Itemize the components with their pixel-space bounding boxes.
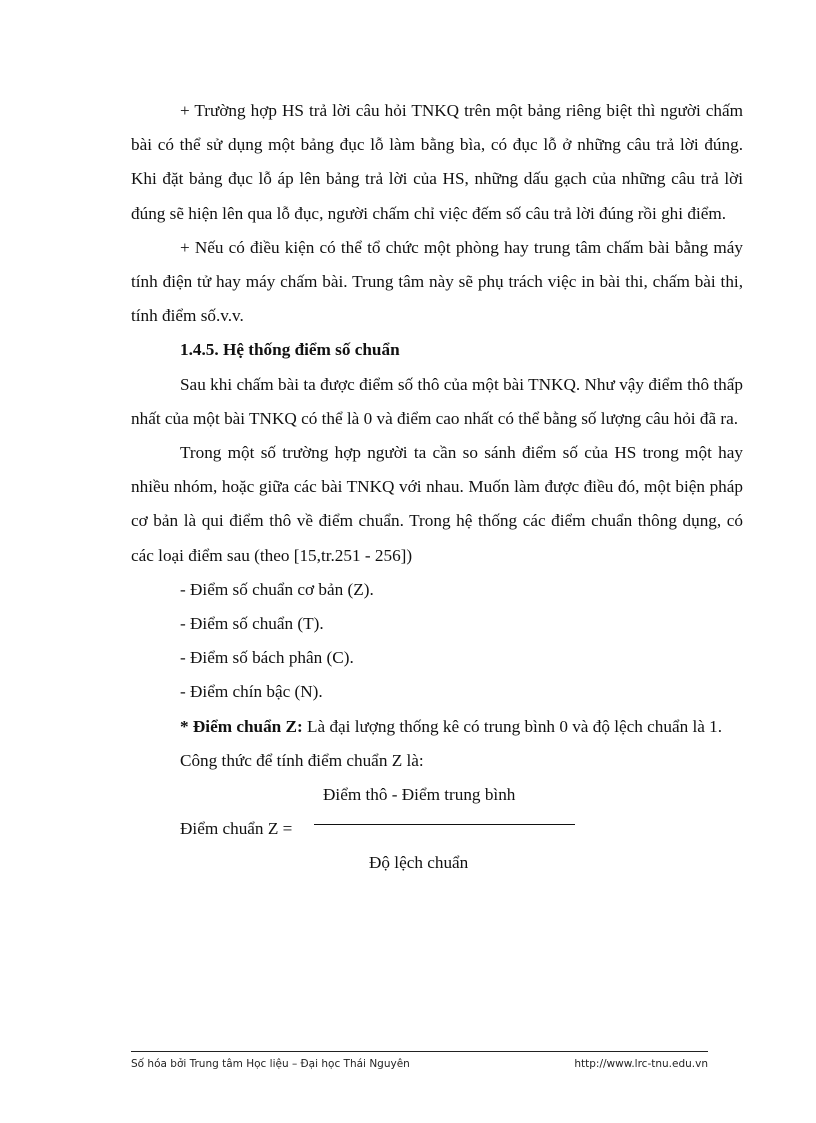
formula-numerator: Điểm thô - Điểm trung bình [323, 785, 516, 805]
list-item-c: - Điểm số bách phân (C). [180, 648, 354, 668]
paragraph-grading-center: + Nếu có điều kiện có thể tổ chức một phòng hay trung tâm chấm bài bằng máy tính điện tử hay máy chấm bài. Trung tâm này sẽ phụ trách việc in bài thi, chấm bài thi, tính điểm số.v.v. [131, 237, 743, 326]
list-item-t: - Điểm số chuẩn (T). [180, 614, 324, 634]
z-definition-text: Là đại lượng thống kê có trung bình 0 và độ lệch chuẩn là 1. [302, 716, 723, 736]
list-item-z: - Điểm số chuẩn cơ bản (Z). [180, 579, 374, 599]
paragraph-standard-score: Trong một số trường hợp người ta cần so sánh điểm số của HS trong một hay nhiều nhóm, hoặc giữa các bài TNKQ với nhau. Muốn làm được điều đó, một biện pháp cơ bản là qui điểm thô về điểm chuẩn. Trong hệ thống các điểm chuẩn thông dụng, có các loại điểm sau (theo [15,tr.251 - 256]) [131, 443, 743, 565]
page-body [131, 94, 743, 888]
footer-divider [131, 1051, 708, 1052]
formula-denominator: Độ lệch chuẩn [369, 853, 469, 873]
paragraph-raw-score: Sau khi chấm bài ta được điểm số thô của một bài TNKQ. Như vậy điểm thô thấp nhất của một bài TNKQ có thể là 0 và điểm cao nhất có thể bằng số lượng câu hỏi đã ra. [131, 374, 743, 428]
paragraph-z-definition [131, 710, 743, 744]
footer-source: Số hóa bởi Trung tâm Học liệu – Đại học Thái Nguyên [131, 1058, 410, 1070]
paragraph-answer-sheet: + Trường hợp HS trả lời câu hỏi TNKQ trên một bảng riêng biệt thì người chấm bài có thể sử dụng một bảng đục lỗ làm bằng bìa, có đục lỗ ở những câu trả lời đúng. Khi đặt bảng đục lỗ áp lên bảng trả lời của HS, những dấu gạch của những câu trả lời đúng sẽ hiện lên qua lỗ đục, người chấm chỉ việc đếm số câu trả lời đúng rồi ghi điểm. [131, 101, 743, 223]
section-heading: 1.4.5. Hệ thống điểm số chuẩn [180, 340, 400, 360]
list-item-n: - Điểm chín bậc (N). [180, 682, 323, 702]
fraction-bar [314, 824, 575, 825]
footer-url: http://www.lrc-tnu.edu.vn [574, 1058, 708, 1070]
formula-label: Điểm chuẩn Z = [180, 819, 293, 839]
z-score-formula [131, 778, 743, 888]
z-definition-term: * Điểm chuẩn Z: [180, 716, 303, 736]
paragraph-formula-intro: Công thức để tính điểm chuẩn Z là: [180, 750, 424, 770]
